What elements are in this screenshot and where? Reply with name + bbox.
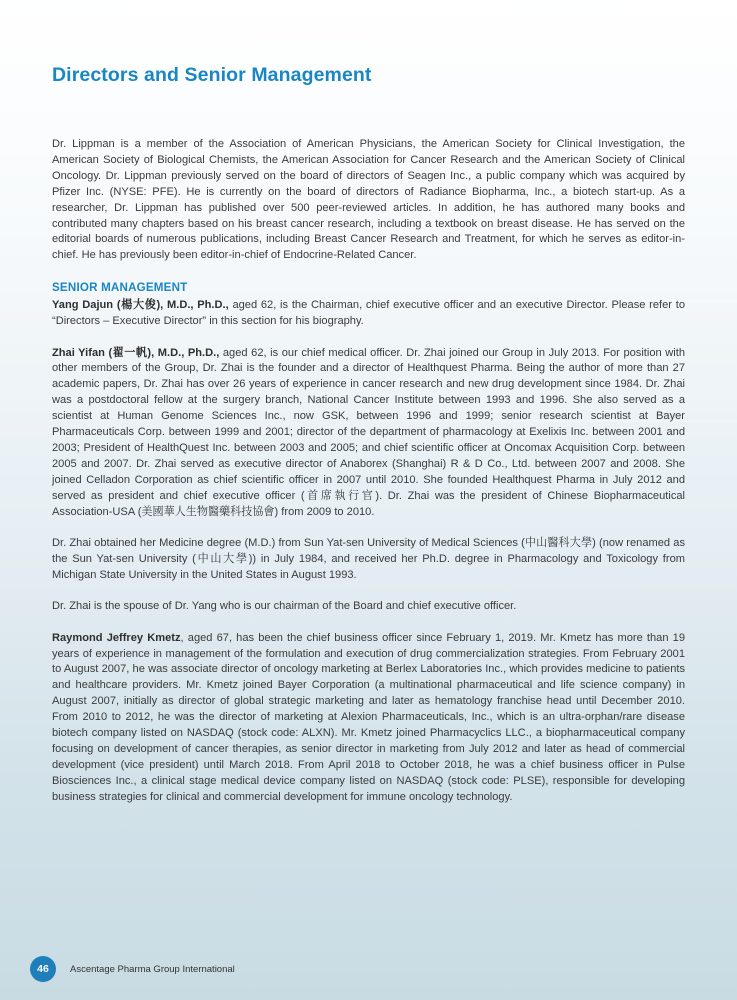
bio-kmetz-text: , aged 67, has been the chief business officer since February 1, 2019. Mr. Kmetz has more than 19 years of experience in management of the formulation and execution of drug commercialization strategies. From February 2001 to August 2007, he was associate director of oncology marketing at Berlex Laboratories Inc., which provides medicine to patients and healthcare providers. Mr. Kmetz joined Bayer Corporation (a multinational pharmaceutical and life science company) in August 2007, initially as director of global strategic marketing and later as hematology franchise head until December 2010. From 2010 to 2012, he was the director of marketing at Alexion Pharmaceuticals, Inc., which is an ultra-orphan/rare disease biotech company listed on NASDAQ (stock code: ALXN). Mr. Kmetz joined Pharmacyclics LLC., a biopharmaceutical company focusing on development of cancer therapies, as senior director in marketing from July 2012 and later as head of commercial development (vice president) until March 2018. From April 2018 to October 2018, he was a chief business officer in Pulse Biosciences Inc., a clinical stage medical device company listed on NASDAQ (stock code: PLSE), responsible for developing business strategies for clinical and commercial development for immune oncology technology. — [52, 631, 685, 803]
page-number-badge: 46 — [30, 956, 56, 982]
bio-zhai-text: aged 62, is our chief medical officer. Dr. Zhai joined our Group in July 2013. For position with other members of the Group, Dr. Zhai is the founder and a director of Healthquest Pharma. Being the author of more than 27 academic papers, Dr. Zhai has over 26 years of experience in cancer research and new drug development since 1984. Dr. Zhai was a postdoctoral fellow at the surgery branch, National Cancer Institute between 1993 and 1996. She also served as a scientist at Human Genome Sciences Inc., now GSK, between 1996 and 1999; senior research scientist at Bayer Pharmaceuticals Corp. between 1999 and 2001; director of the department of pharmacology at Exelixis Inc. between 2001 and 2003; President of HealthQuest Inc. between 2003 and 2005; and chief scientific officer at Oncomax Acquisition Corp. between 2005 and 2007. Dr. Zhai served as executive director of Anaborex (Shanghai) R & D Co., Ltd. between 2007 and 2008. She joined Celladon Corporation as chief scientific officer in 2007 until 2010. She founded Healthquest Pharma in July 2012 and served as president and chief executive officer (首席執行官). Dr. Zhai was the president of Chinese Biopharmaceutical Association-USA (美國華人生物醫藥科技協會) from 2009 to 2010. — [52, 346, 685, 518]
section-heading: SENIOR MANAGEMENT — [52, 281, 188, 295]
bio-zhai-spouse: Dr. Zhai is the spouse of Dr. Yang who is our chairman of the Board and chief executive officer. — [52, 600, 517, 613]
page-footer — [30, 956, 235, 982]
bio-yang — [52, 298, 685, 330]
footer-company-name: Ascentage Pharma Group International — [70, 963, 235, 975]
page-content — [52, 62, 685, 806]
bio-yang-name: Yang Dajun (楊大俊), M.D., Ph.D., — [52, 299, 229, 312]
bio-zhai-education: Dr. Zhai obtained her Medicine degree (M.D.) from Sun Yat-sen University of Medical Sciences (中山醫科大學) (now renamed as the Sun Yat-sen University (中山大學)) in July 1984, and received her Ph.D. degree in Pharmacology and Toxicology from Michigan State University in the United States in August 1993. — [52, 537, 685, 581]
bio-yang-text: aged 62, is the Chairman, chief executive officer and an executive Director. Please refer to “Directors – Executive Director” in this section for his biography. — [52, 299, 685, 328]
bio-zhai-name: Zhai Yifan (翟一帆), M.D., Ph.D., — [52, 346, 220, 359]
page-title: Directors and Senior Management — [52, 64, 372, 86]
bio-kmetz-name: Raymond Jeffrey Kmetz — [52, 631, 181, 644]
bio-zhai — [52, 346, 685, 521]
intro-paragraph: Dr. Lippman is a member of the Association of American Physicians, the American Society for Clinical Investigation, the American Society of Biological Chemists, the American Association for Cancer Research and the American Society of Clinical Oncology. Dr. Lippman previously served on the board of directors of Seagen Inc., a public company which was acquired by Pfizer Inc. (NYSE: PFE). He is currently on the board of directors of Radiance Biopharma, Inc., a biotech start-up. As a researcher, Dr. Lippman has published over 500 peer-reviewed articles. In addition, he has authored many books and contributed many chapters based on his breast cancer research, including a textbook on breast disease. He has served on the editorial boards of numerous publications, including Breast Cancer Research and Treatment, for which he serves as editor-in-chief. He has previously been editor-in-chief of Endocrine-Related Cancer. — [52, 138, 685, 262]
bio-kmetz — [52, 631, 685, 806]
